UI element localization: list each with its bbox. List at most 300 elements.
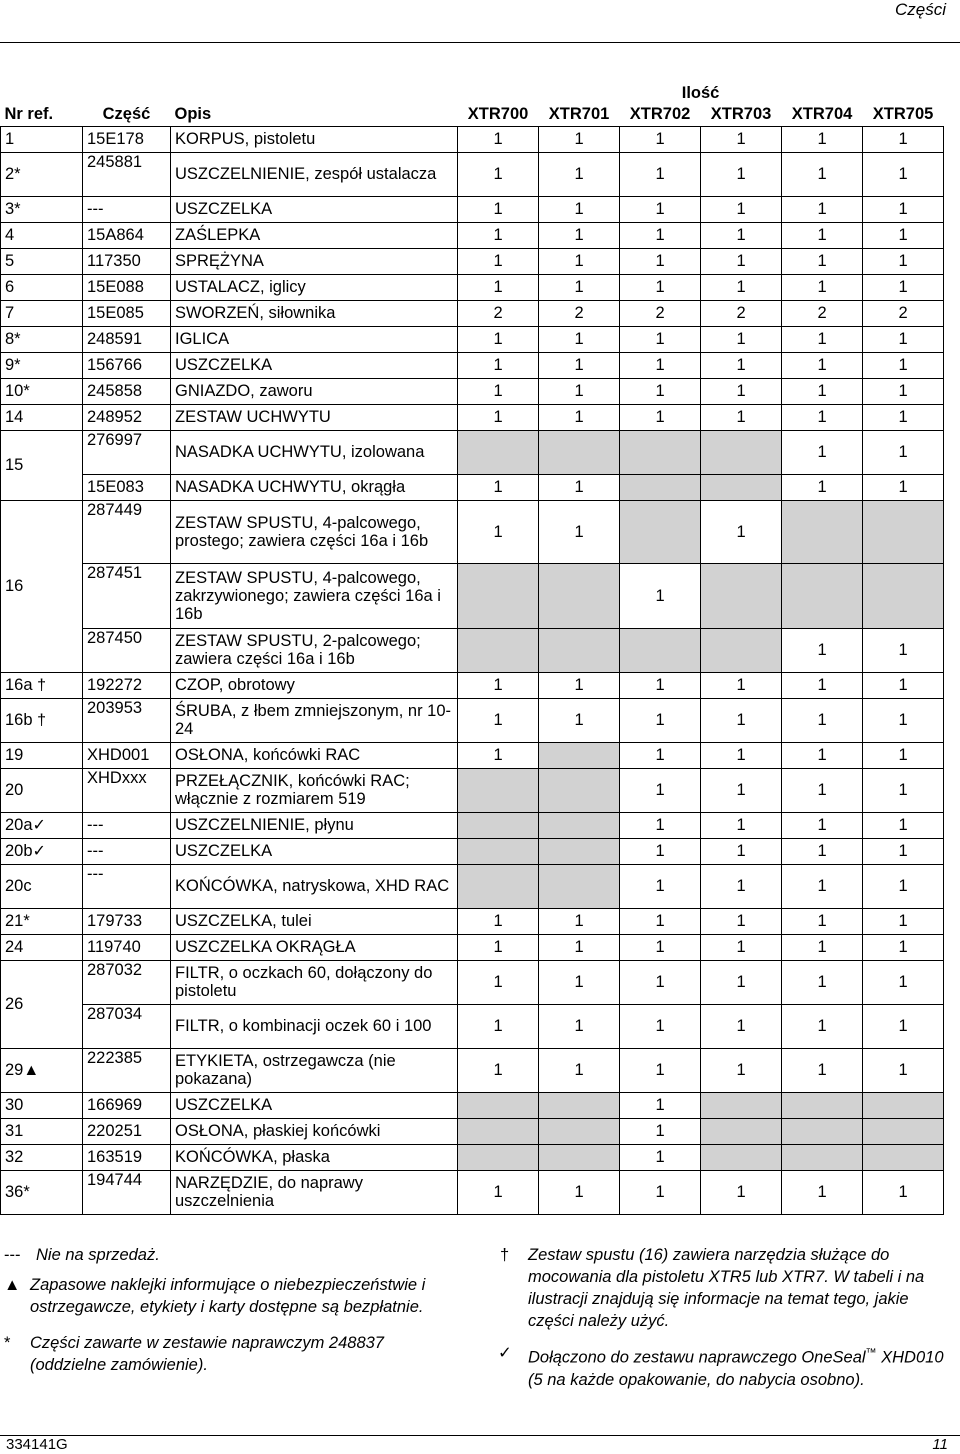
qty-cell [539,768,620,812]
qty-cell: 1 [782,352,863,378]
dagger-icon: † [500,1246,510,1264]
qty-cell: 1 [620,152,701,196]
ref-cell [1,698,83,742]
desc-cell: ZAŚLEPKA [171,222,458,248]
part-cell: --- [83,838,171,864]
qty-cell: 1 [458,404,539,430]
part-cell: XHDxxx [83,768,171,812]
table-row [1,742,944,768]
qty-cell: 2 [458,300,539,326]
ref-cell: 21* [1,908,83,934]
parts-body [1,126,944,1214]
qty-cell: 1 [782,628,863,672]
qty-cell: 1 [782,1048,863,1092]
qty-cell [782,1118,863,1144]
desc-cell: SWORZEŃ, siłownika [171,300,458,326]
qty-cell: 1 [620,248,701,274]
qty-cell: 1 [863,672,944,698]
desc-cell: KOŃCÓWKA, natryskowa, XHD RAC [171,864,458,908]
qty-cell: 1 [863,698,944,742]
table-row [1,1092,944,1118]
ref-cell: 20c [1,864,83,908]
ref-cell [1,838,83,864]
qty-cell: 1 [701,352,782,378]
desc-cell: GNIAZDO, zaworu [171,378,458,404]
table-row [1,300,944,326]
qty-cell [458,768,539,812]
part-cell: --- [83,196,171,222]
qty-cell: 1 [620,274,701,300]
qty-cell: 1 [620,960,701,1004]
desc-header: Opis [174,104,212,123]
qty-cell: 1 [782,248,863,274]
desc-cell: ZESTAW UCHWYTU [171,404,458,430]
qty-cell [701,628,782,672]
qty-cell: 1 [458,196,539,222]
footnote-oneseal [494,1342,954,1391]
qty-cell: 1 [863,768,944,812]
part-cell: 156766 [83,352,171,378]
model-header: XTR702 [629,104,691,123]
qty-cell: 1 [863,196,944,222]
table-row [1,152,944,196]
desc-cell: FILTR, o oczkach 60, dołączony do pistoletu [171,960,458,1004]
qty-cell: 1 [620,196,701,222]
qty-cell: 1 [458,126,539,152]
qty-cell [539,838,620,864]
qty-cell: 1 [458,352,539,378]
footnote-trigger-kit [494,1244,954,1332]
qty-cell: 1 [782,672,863,698]
qty-cell: 2 [620,300,701,326]
table-row [1,698,944,742]
qty-cell: 1 [701,838,782,864]
model-header: XTR701 [548,104,610,123]
table-row [1,404,944,430]
desc-cell: USZCZELKA [171,838,458,864]
part-cell: --- [83,864,171,908]
qty-cell: 1 [782,768,863,812]
part-header: Część [102,104,151,123]
model-header: XTR703 [710,104,772,123]
qty-cell [863,1092,944,1118]
qty-cell [701,1144,782,1170]
model-header: XTR705 [872,104,934,123]
ref-cell: 1 [1,126,83,152]
qty-cell: 1 [863,152,944,196]
table-row [1,628,944,672]
qty-cell: 2 [539,300,620,326]
part-cell: 287034 [83,1004,171,1048]
ref-cell [1,812,83,838]
table-row [1,248,944,274]
qty-cell: 1 [701,864,782,908]
qty-cell: 1 [701,960,782,1004]
qty-cell: 1 [620,934,701,960]
ref-cell: 8* [1,326,83,352]
table-row [1,934,944,960]
table-row [1,1170,944,1214]
qty-cell: 1 [458,934,539,960]
table-row [1,768,944,812]
qty-cell: 1 [863,742,944,768]
ref-cell: 26 [1,960,83,1048]
part-cell: 192272 [83,672,171,698]
desc-cell: CZOP, obrotowy [171,672,458,698]
ref-cell: 31 [1,1118,83,1144]
desc-cell: USZCZELNIENIE, płynu [171,812,458,838]
qty-cell: 1 [458,222,539,248]
page-number: 11 [932,1436,948,1453]
running-head: Części [894,0,946,19]
qty-cell: 1 [539,908,620,934]
desc-cell: ETYKIETA, ostrzegawcza (nie pokazana) [171,1048,458,1092]
table-row [1,960,944,1004]
part-cell: --- [83,812,171,838]
qty-cell: 1 [782,698,863,742]
table-row [1,838,944,864]
qty-cell [782,1092,863,1118]
qty-cell: 1 [863,248,944,274]
qty-cell: 1 [863,326,944,352]
qty-cell [863,1118,944,1144]
qty-cell [620,628,701,672]
desc-cell: ŚRUBA, z łbem zmniejszonym, nr 10-24 [171,698,458,742]
qty-cell: 1 [620,352,701,378]
ref-cell: 16 [1,500,83,672]
ref-cell: 9* [1,352,83,378]
qty-cell: 1 [620,1092,701,1118]
qty-cell [782,500,863,563]
footnote-not-for-sale [4,1244,434,1266]
qty-cell: 1 [539,126,620,152]
footnotes-left [4,1244,434,1384]
qty-cell: 1 [701,1170,782,1214]
desc-cell: PRZEŁĄCZNIK, końcówki RAC; włącznie z rozmiarem 519 [171,768,458,812]
ref-cell: 30 [1,1092,83,1118]
qty-cell: 1 [620,672,701,698]
part-cell: 287450 [83,628,171,672]
desc-cell: OSŁONA, końcówki RAC [171,742,458,768]
qty-cell: 1 [620,126,701,152]
qty-cell: 1 [701,1048,782,1092]
qty-cell: 1 [620,1144,701,1170]
qty-cell: 2 [782,300,863,326]
qty-cell: 1 [458,248,539,274]
qty-cell [863,563,944,628]
table-row [1,1144,944,1170]
qty-cell: 1 [701,222,782,248]
qty-cell: 1 [539,274,620,300]
qty-cell [539,742,620,768]
table-row [1,222,944,248]
table-row [1,1004,944,1048]
qty-cell: 1 [782,378,863,404]
qty-cell: 1 [863,934,944,960]
table-row [1,126,944,152]
qty-cell: 1 [539,672,620,698]
trademark-mark: ™ [865,1347,877,1359]
table-row [1,352,944,378]
qty-cell: 1 [782,404,863,430]
qty-cell: 1 [539,1004,620,1048]
model-header: XTR704 [791,104,853,123]
qty-cell [458,1092,539,1118]
qty-cell: 1 [620,864,701,908]
footnote-text: XHD010 (5 na każde opakowanie, do nabycia osobno). [528,1348,944,1389]
ref-cell: 6 [1,274,83,300]
footnote-text: Nie na sprzedaż. [36,1246,160,1264]
qty-cell: 1 [782,934,863,960]
triangle-icon: ▲ [23,1061,40,1079]
desc-cell: KORPUS, pistoletu [171,126,458,152]
qty-cell: 1 [863,908,944,934]
table-row [1,378,944,404]
qty-cell [701,430,782,474]
qty-cell: 1 [701,378,782,404]
qty-cell: 1 [539,378,620,404]
qty-cell: 1 [620,768,701,812]
desc-cell: ZESTAW SPUSTU, 4-palcowego, zakrzywionego; zawiera części 16a i 16b [171,563,458,628]
desc-cell: NASADKA UCHWYTU, izolowana [171,430,458,474]
qty-cell [458,430,539,474]
qty-cell: 1 [458,742,539,768]
table-row [1,1118,944,1144]
part-cell: 163519 [83,1144,171,1170]
desc-cell: OSŁONA, płaskiej końcówki [171,1118,458,1144]
qty-cell: 1 [539,474,620,500]
qty-cell: 1 [539,352,620,378]
qty-cell [701,563,782,628]
ref-text: 16a [5,675,33,694]
part-cell: 287451 [83,563,171,628]
desc-cell: ZESTAW SPUSTU, 4-palcowego, prostego; zawiera części 16a i 16b [171,500,458,563]
qty-cell: 1 [620,742,701,768]
ref-text: 16b [5,710,33,729]
qty-cell: 1 [782,474,863,500]
qty-cell: 1 [863,628,944,672]
qty-cell [701,1092,782,1118]
checkmark-icon: ✓ [498,1344,512,1362]
desc-cell: USZCZELKA OKRĄGŁA [171,934,458,960]
ref-cell: 4 [1,222,83,248]
ref-cell: 24 [1,934,83,960]
qty-cell: 1 [782,838,863,864]
qty-cell [620,430,701,474]
desc-cell: NARZĘDZIE, do naprawy uszczelnienia [171,1170,458,1214]
qty-cell: 1 [863,864,944,908]
table-row [1,812,944,838]
table-row [1,864,944,908]
qty-cell: 1 [620,404,701,430]
qty-cell: 1 [620,563,701,628]
qty-cell: 2 [863,300,944,326]
qty-cell: 1 [458,698,539,742]
qty-group-header: Ilość [681,84,720,102]
qty-cell: 1 [782,908,863,934]
qty-cell: 1 [620,908,701,934]
asterisk-mark: * [4,1334,11,1352]
desc-cell: ZESTAW SPUSTU, 2-palcowego; zawiera części 16a i 16b [171,628,458,672]
qty-cell: 1 [701,812,782,838]
table-row [1,1048,944,1092]
part-cell: 245881 [83,152,171,196]
table-row [1,474,944,500]
ref-text: 20a [5,815,33,834]
qty-cell: 1 [620,1048,701,1092]
table-row [1,196,944,222]
ref-cell: 14 [1,404,83,430]
qty-cell: 1 [782,864,863,908]
qty-cell: 1 [539,248,620,274]
qty-cell: 1 [863,126,944,152]
qty-cell: 1 [782,430,863,474]
footnote-text: Dołączono do zestawu naprawczego OneSeal [528,1348,866,1367]
qty-cell: 1 [458,960,539,1004]
part-cell: 194744 [83,1170,171,1214]
dagger-icon: † [37,676,47,694]
qty-cell: 1 [458,1004,539,1048]
qty-cell: 1 [863,404,944,430]
checkmark-icon: ✓ [32,842,46,860]
qty-cell: 1 [701,698,782,742]
footnote-text: Zapasowe naklejki informujące o niebezpieczeństwie i ostrzegawcze, etykiety i karty dostępne są bezpłatnie. [30,1276,426,1316]
qty-cell: 1 [782,274,863,300]
qty-cell [539,1092,620,1118]
qty-cell: 1 [539,152,620,196]
qty-cell: 1 [620,1118,701,1144]
part-cell: 248952 [83,404,171,430]
qty-cell: 1 [782,126,863,152]
qty-cell: 1 [782,152,863,196]
qty-cell [539,1144,620,1170]
footnote-repair-kit [4,1332,434,1376]
part-cell: 15E085 [83,300,171,326]
part-cell: 15A864 [83,222,171,248]
qty-cell: 1 [863,838,944,864]
desc-cell: USZCZELKA [171,352,458,378]
desc-cell: USZCZELKA, tulei [171,908,458,934]
qty-cell: 1 [863,274,944,300]
qty-cell: 1 [863,352,944,378]
qty-cell [863,500,944,563]
ref-cell: 19 [1,742,83,768]
qty-cell: 1 [782,960,863,1004]
qty-cell: 1 [539,960,620,1004]
qty-cell: 1 [782,326,863,352]
qty-cell [863,1144,944,1170]
qty-cell [539,430,620,474]
ref-cell: 3* [1,196,83,222]
qty-cell: 1 [620,222,701,248]
ref-cell [1,672,83,698]
table-row [1,274,944,300]
qty-cell: 1 [458,152,539,196]
qty-cell: 1 [620,812,701,838]
triangle-icon: ▲ [4,1276,21,1294]
qty-cell: 1 [782,196,863,222]
qty-cell: 1 [701,1004,782,1048]
qty-cell: 1 [539,404,620,430]
checkmark-icon: ✓ [32,816,46,834]
ref-text: 29 [5,1060,24,1079]
dagger-icon: † [37,711,47,729]
header-rule [0,42,960,43]
qty-cell: 1 [863,378,944,404]
qty-cell: 1 [539,1048,620,1092]
model-header: XTR700 [467,104,529,123]
qty-cell: 1 [620,378,701,404]
desc-cell: USZCZELKA [171,1092,458,1118]
qty-cell [458,1144,539,1170]
parts-table [0,84,944,1215]
part-cell: 166969 [83,1092,171,1118]
desc-cell: USTALACZ, iglicy [171,274,458,300]
qty-cell: 1 [782,812,863,838]
part-cell: 119740 [83,934,171,960]
qty-cell [458,864,539,908]
qty-cell [458,1118,539,1144]
qty-cell: 1 [701,326,782,352]
table-row [1,672,944,698]
qty-cell: 1 [701,196,782,222]
qty-cell: 1 [458,274,539,300]
qty-cell: 1 [863,430,944,474]
qty-cell [701,1118,782,1144]
qty-cell: 2 [701,300,782,326]
qty-cell [539,628,620,672]
ref-cell: 10* [1,378,83,404]
ref-cell: 20 [1,768,83,812]
part-cell: 245858 [83,378,171,404]
qty-cell: 1 [620,1170,701,1214]
qty-cell: 1 [701,908,782,934]
part-cell: XHD001 [83,742,171,768]
qty-cell: 1 [701,274,782,300]
qty-cell: 1 [701,500,782,563]
qty-cell [782,1144,863,1170]
ref-text: 20b [5,841,33,860]
qty-cell: 1 [620,1004,701,1048]
qty-cell: 1 [863,1048,944,1092]
qty-cell: 1 [458,474,539,500]
qty-cell: 1 [701,672,782,698]
footnotes-right [494,1244,954,1399]
qty-cell: 1 [863,222,944,248]
qty-cell: 1 [701,742,782,768]
document-number: 334141G [6,1436,68,1453]
part-cell: 287449 [83,500,171,563]
qty-cell [539,563,620,628]
qty-cell [620,500,701,563]
qty-cell: 1 [782,742,863,768]
qty-cell: 1 [782,222,863,248]
footer-rule [0,1435,960,1436]
part-cell: 15E178 [83,126,171,152]
qty-cell: 1 [863,474,944,500]
table-row [1,326,944,352]
qty-cell: 1 [458,500,539,563]
desc-cell: IGLICA [171,326,458,352]
desc-cell: NASADKA UCHWYTU, okrągła [171,474,458,500]
qty-cell: 1 [539,500,620,563]
qty-cell: 1 [539,326,620,352]
footnote-text: Zestaw spustu (16) zawiera narzędzia służące do mocowania dla pistoletu XTR5 lub XTR7. W tabeli i na ilustracji znajdują się informacje na temat tego, jakie części należy użyć. [528,1246,925,1330]
ref-cell: 15 [1,430,83,500]
part-cell: 203953 [83,698,171,742]
qty-cell: 1 [701,248,782,274]
qty-cell: 1 [458,908,539,934]
